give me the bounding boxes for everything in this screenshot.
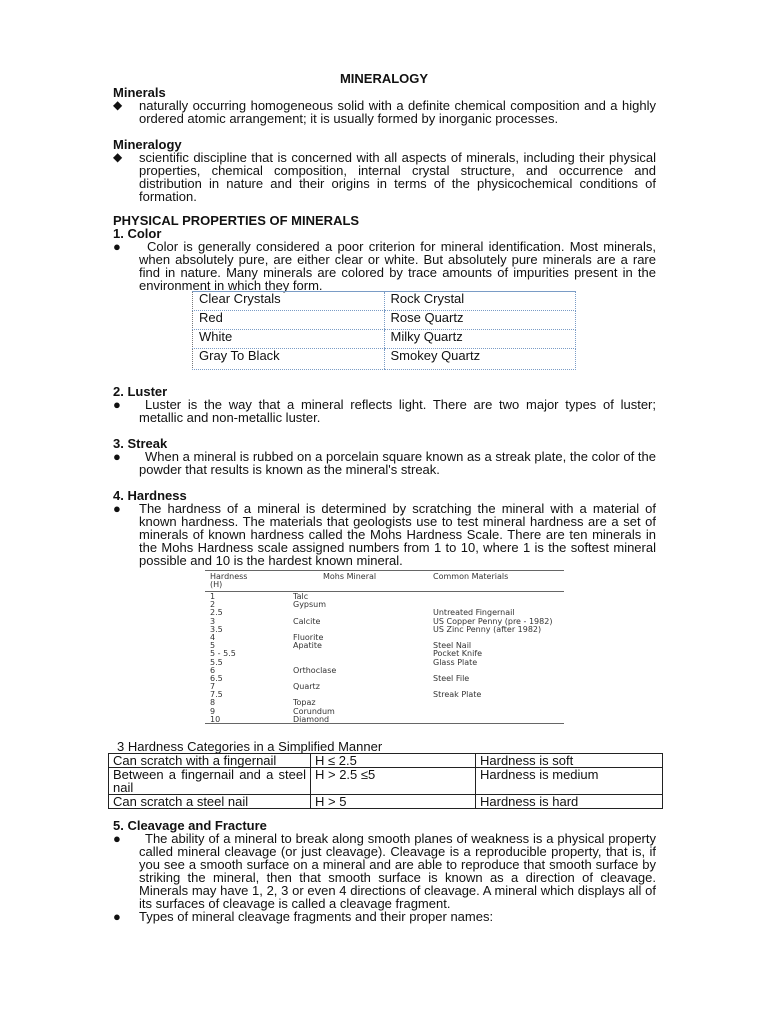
color-paragraph [113, 240, 656, 292]
table-cell: H > 5 [311, 795, 476, 809]
cleavage-types-paragraph [113, 910, 656, 923]
table-row [193, 349, 576, 370]
table-rule [205, 723, 564, 724]
hardness-paragraph [113, 502, 656, 567]
table-cell: 2 [210, 600, 216, 610]
table-cell: Orthoclase [293, 665, 337, 675]
cleavage-types-text: Types of mineral cleavage fragments and their proper names: [139, 909, 494, 924]
table-cell: 2.5 [210, 608, 223, 618]
streak-heading: 3. Streak [113, 436, 168, 451]
round-bullet-icon: ● [113, 239, 121, 254]
table-cell: Milky Quartz [384, 330, 576, 349]
table-row [193, 292, 576, 311]
table-cell: Calcite [293, 616, 321, 626]
table-cell: Red [193, 311, 385, 330]
table-cell: Steel File [433, 673, 470, 683]
luster-paragraph [113, 398, 656, 424]
mohs-header-hardness: Hardness [210, 572, 248, 581]
table-cell: Fluorite [293, 632, 324, 642]
table-row [205, 699, 564, 707]
cleavage-heading: 5. Cleavage and Fracture [113, 818, 267, 833]
mohs-header-mineral: Mohs Mineral [323, 572, 377, 581]
categories-caption: 3 Hardness Categories in a Simplified Manner [117, 739, 383, 754]
table-cell: Quartz [293, 682, 320, 692]
table-cell: Gypsum [293, 600, 327, 610]
table-cell: Apatite [293, 641, 322, 651]
table-row [109, 768, 663, 795]
cleavage-paragraph [113, 832, 656, 910]
color-heading: 1. Color [113, 226, 162, 241]
mohs-rows [205, 593, 564, 724]
cleavage-text: The ability of a mineral to break along smooth planes of weakness is a physical property called mineral cleavage (or just cleavage). Cleavage is a reproducible property, that is, if you see a smooth surface on a mineral and are able to reproduce that smooth surface by striking the mineral, then that smooth surface is known as a direction of cleavage. Minerals may have 1, 2, 3 or even 4 directions of cleavage. A mineral which displays all of its surfaces of cleavage is called a cleavage fragment. [139, 831, 656, 911]
table-rule [205, 591, 564, 592]
round-bullet-icon: ● [113, 831, 121, 846]
luster-heading: 2. Luster [113, 384, 168, 399]
mohs-header-h: (H) [210, 580, 223, 589]
page-title: MINERALOGY [339, 71, 429, 86]
table-cell: US Zinc Penny (after 1982) [433, 624, 542, 634]
table-row [205, 642, 564, 650]
table-cell: 10 [210, 714, 221, 724]
table-cell: 6 [210, 665, 216, 675]
table-row [205, 626, 564, 634]
mineralogy-definition-text: scientific discipline that is concerned with all aspects of minerals, including their physical properties, chemical composition, internal crystal structure, and occurrence and distribution in nature and their origins in terms of the physicochemical conditions of formation. [139, 150, 656, 204]
mohs-hardness-table [205, 570, 564, 725]
table-cell: Hardness is medium [476, 768, 663, 795]
table-cell: 5 - 5.5 [210, 649, 236, 659]
table-row [205, 650, 564, 658]
table-row [205, 593, 564, 601]
luster-text: Luster is the way that a mineral reflects light. There are two major types of luster; metallic and non-metallic luster. [139, 397, 656, 425]
physical-properties-heading: PHYSICAL PROPERTIES OF MINERALS [113, 213, 360, 228]
round-bullet-icon: ● [113, 909, 121, 924]
table-cell: Streak Plate [433, 690, 482, 700]
table-cell: 4 [210, 632, 216, 642]
table-cell: Corundum [293, 706, 335, 716]
table-cell: Between a fingernail and a steel nail [109, 768, 311, 795]
table-cell: Glass Plate [433, 657, 478, 667]
mohs-header-materials: Common Materials [433, 572, 509, 581]
table-cell: H > 2.5 ≤5 [311, 768, 476, 795]
round-bullet-icon: ● [113, 397, 121, 412]
hardness-heading: 4. Hardness [113, 488, 187, 503]
table-row [109, 795, 663, 809]
table-cell: Topaz [293, 698, 316, 708]
round-bullet-icon: ● [113, 449, 121, 464]
hardness-categories-table [108, 753, 663, 809]
table-row [205, 708, 564, 716]
table-cell: Diamond [293, 714, 330, 724]
diamond-bullet-icon: ◆ [113, 98, 123, 112]
table-row [205, 675, 564, 683]
table-cell: Smokey Quartz [384, 349, 576, 370]
table-row [193, 330, 576, 349]
table-cell: Can scratch with a fingernail [109, 754, 311, 768]
streak-text: When a mineral is rubbed on a porcelain square known as a streak plate, the color of the powder that results is known as the mineral's streak. [139, 449, 656, 477]
table-cell: 8 [210, 698, 216, 708]
table-cell: Can scratch a steel nail [109, 795, 311, 809]
table-row [205, 683, 564, 691]
table-cell: 3 [210, 616, 216, 626]
table-cell: 3.5 [210, 624, 223, 634]
round-bullet-icon: ● [113, 501, 121, 516]
table-cell: 7 [210, 682, 216, 692]
table-cell: Clear Crystals [193, 292, 385, 311]
diamond-bullet-icon: ◆ [113, 150, 123, 164]
table-cell: Steel Nail [433, 641, 472, 651]
table-cell: Untreated Fingernail [433, 608, 515, 618]
table-cell: 7.5 [210, 690, 223, 700]
table-cell: Hardness is soft [476, 754, 663, 768]
table-row [193, 311, 576, 330]
table-cell: Pocket Knife [433, 649, 483, 659]
table-cell: US Copper Penny (pre - 1982) [433, 616, 553, 626]
table-cell: 9 [210, 706, 216, 716]
minerals-heading: Minerals [113, 85, 166, 100]
table-row [205, 659, 564, 667]
hardness-text: The hardness of a mineral is determined by scratching the mineral with a material of known hardness. The materials that geologists use to test mineral hardness are a set of minerals of known hardness called the Mohs Hardness Scale. There are ten minerals in the Mohs Hardness scale assigned numbers from 1 to 10, where 1 is the softest mineral possible and 10 is the hardest known mineral. [139, 501, 656, 568]
table-cell: 1 [210, 592, 216, 601]
table-cell: White [193, 330, 385, 349]
table-cell: 6.5 [210, 673, 223, 683]
table-cell: Rose Quartz [384, 311, 576, 330]
mineralogy-definition [113, 151, 656, 203]
mineralogy-heading: Mineralogy [113, 137, 182, 152]
minerals-definition [113, 99, 656, 125]
color-text: Color is generally considered a poor criterion for mineral identification. Most minerals, when absolutely pure, are either clear or white. But absolutely pure minerals are a rare find in nature. Many minerals are colored by trace amounts of impurities present in the environment in which they form. [139, 239, 656, 293]
table-cell: 5.5 [210, 657, 223, 667]
table-cell: Rock Crystal [384, 292, 576, 311]
table-cell: Talc [293, 592, 309, 601]
table-row [109, 754, 663, 768]
color-table [192, 291, 576, 370]
table-row [205, 667, 564, 675]
streak-paragraph [113, 450, 656, 476]
table-cell: H ≤ 2.5 [311, 754, 476, 768]
table-cell: Gray To Black [193, 349, 385, 370]
table-rule [205, 570, 564, 571]
table-cell: 5 [210, 641, 216, 651]
table-row [205, 634, 564, 642]
table-cell: Hardness is hard [476, 795, 663, 809]
minerals-definition-text: naturally occurring homogeneous solid with a definite chemical composition and a highly ordered atomic arrangement; it is usually formed by inorganic processes. [139, 98, 656, 126]
table-row [205, 691, 564, 699]
